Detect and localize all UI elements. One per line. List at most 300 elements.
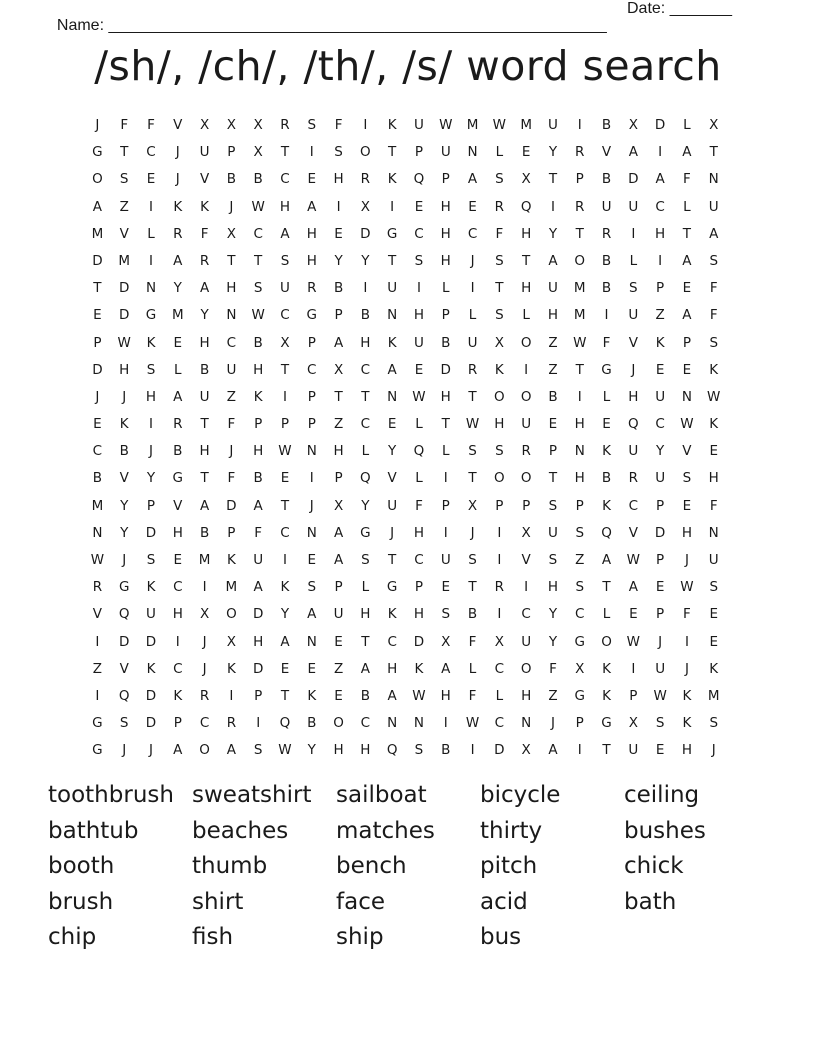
grid-letter: H — [440, 225, 451, 242]
grid-letter: K — [387, 117, 397, 133]
grid-letter: A — [253, 579, 263, 596]
grid-letter: L — [683, 117, 691, 133]
grid-letter: X — [199, 606, 210, 623]
grid-letter: O — [520, 470, 532, 487]
grid-letter: R — [92, 579, 103, 596]
grid-letter: Z — [548, 687, 558, 704]
grid-letter: E — [414, 198, 424, 215]
grid-letter: P — [227, 524, 236, 541]
grid-letter: T — [495, 280, 504, 297]
grid-letter: H — [119, 361, 130, 378]
grid-letter: M — [171, 307, 184, 324]
grid-letter: D — [92, 361, 103, 378]
grid-letter: C — [253, 225, 263, 242]
grid-letter: H — [253, 361, 264, 378]
grid-letter: B — [173, 443, 183, 460]
grid-letter: H — [494, 416, 505, 433]
grid-letter: H — [413, 524, 425, 541]
grid-letter: I — [149, 198, 153, 215]
word-list-item: bench — [336, 853, 407, 879]
grid-letter: J — [684, 552, 689, 568]
grid-letter: U — [655, 388, 666, 405]
grid-letter: C — [199, 715, 210, 732]
grid-letter: K — [414, 660, 424, 677]
word-list-item: beaches — [192, 817, 289, 844]
grid-letter: C — [360, 416, 371, 433]
grid-letter: U — [548, 524, 558, 541]
date-field-label: Date: _______ — [627, 0, 732, 17]
grid-letter: I — [658, 144, 663, 161]
grid-letter: P — [254, 416, 263, 433]
grid-letter: N — [145, 280, 157, 297]
grid-letter: U — [628, 443, 639, 460]
grid-letter: C — [575, 606, 585, 623]
grid-letter: T — [93, 280, 102, 297]
grid-letter: E — [709, 606, 718, 623]
grid-letter: E — [709, 443, 718, 460]
grid-letter: G — [172, 470, 184, 487]
grid-letter: C — [414, 225, 424, 242]
grid-letter: B — [92, 470, 103, 487]
grid-letter: Z — [333, 416, 344, 433]
grid-letter: H — [440, 198, 451, 215]
grid-letter: G — [601, 361, 612, 378]
grid-letter: K — [146, 579, 156, 596]
grid-letter: A — [173, 252, 183, 269]
grid-letter: E — [334, 225, 343, 242]
grid-letter: T — [280, 497, 290, 514]
grid-letter: H — [199, 334, 210, 351]
grid-letter: A — [387, 687, 397, 704]
word-list-item: thirty — [480, 817, 543, 844]
grid-letter: T — [602, 579, 611, 596]
grid-letter: A — [280, 633, 290, 650]
grid-letter: F — [683, 171, 691, 188]
grid-letter: I — [497, 606, 502, 623]
grid-letter: J — [202, 633, 207, 650]
grid-letter: E — [280, 660, 290, 677]
grid-letter: S — [495, 443, 504, 460]
grid-letter: T — [280, 687, 290, 704]
grid-letter: M — [520, 117, 532, 133]
grid-letter: I — [550, 198, 555, 215]
grid-letter: E — [93, 307, 102, 324]
grid-letter: F — [709, 307, 718, 324]
grid-letter: O — [333, 715, 344, 732]
grid-letter: T — [575, 361, 584, 378]
grid-letter: C — [494, 660, 505, 677]
grid-letter: E — [307, 552, 317, 568]
grid-letter: F — [227, 416, 236, 433]
grid-letter: X — [253, 144, 263, 161]
grid-letter: L — [361, 579, 370, 596]
grid-letter: A — [307, 606, 317, 623]
grid-letter: J — [149, 443, 153, 460]
grid-letter: E — [709, 633, 718, 650]
grid-letter: Z — [575, 552, 585, 568]
grid-letter: A — [199, 497, 210, 514]
grid-letter: S — [468, 552, 477, 568]
grid-letter: H — [226, 280, 237, 297]
grid-letter: B — [253, 334, 263, 351]
grid-letter: L — [415, 470, 423, 487]
grid-letter: R — [226, 715, 237, 732]
grid-letter: Z — [92, 660, 103, 677]
grid-letter: N — [681, 388, 692, 405]
grid-letter: M — [225, 579, 238, 596]
grid-letter: W — [278, 443, 292, 460]
grid-letter: S — [414, 742, 424, 759]
grid-letter: W — [439, 117, 453, 133]
word-list-item: bath — [624, 888, 677, 915]
grid-letter: I — [95, 633, 100, 650]
word-list-item: fish — [192, 924, 234, 950]
grid-letter: K — [146, 334, 156, 351]
grid-letter: W — [492, 117, 507, 133]
grid-letter: C — [173, 579, 183, 596]
grid-letter: H — [360, 606, 371, 623]
grid-letter: P — [307, 334, 316, 351]
grid-letter: S — [709, 579, 719, 596]
grid-letter: U — [601, 198, 612, 215]
grid-letter: N — [226, 307, 237, 324]
grid-letter: S — [709, 334, 719, 351]
grid-letter: I — [631, 225, 636, 242]
grid-letter: J — [470, 252, 475, 269]
grid-letter: X — [253, 117, 263, 133]
grid-letter: Q — [279, 715, 291, 732]
grid-letter: H — [413, 606, 425, 623]
grid-letter: E — [655, 361, 665, 378]
grid-letter: T — [361, 633, 370, 650]
grid-letter: B — [226, 171, 237, 188]
grid-letter: Q — [118, 606, 130, 623]
grid-letter: R — [173, 416, 183, 433]
grid-letter: P — [548, 443, 558, 460]
grid-letter: V — [601, 144, 612, 161]
grid-letter: T — [388, 552, 397, 568]
word-list-item: brush — [48, 888, 114, 915]
grid-letter: J — [309, 497, 314, 514]
word-list-item: sailboat — [336, 782, 427, 808]
grid-letter: L — [415, 416, 423, 433]
grid-letter: A — [199, 280, 210, 297]
grid-letter: H — [547, 579, 559, 596]
grid-letter: O — [520, 660, 532, 677]
grid-letter: N — [413, 715, 425, 732]
grid-letter: J — [149, 742, 153, 759]
grid-letter: J — [229, 443, 234, 460]
grid-letter: Y — [334, 252, 343, 269]
word-list-item: bathtub — [48, 817, 139, 844]
grid-letter: C — [655, 416, 665, 433]
grid-letter: O — [601, 633, 612, 650]
grid-letter: P — [575, 171, 584, 188]
grid-letter: I — [95, 687, 100, 704]
grid-letter: D — [145, 633, 157, 650]
grid-letter: A — [333, 524, 344, 541]
grid-letter: P — [414, 144, 424, 161]
grid-letter: U — [146, 606, 156, 623]
grid-letter: B — [360, 307, 370, 324]
grid-letter: S — [146, 552, 156, 568]
grid-letter: P — [441, 307, 450, 324]
grid-letter: G — [118, 579, 130, 596]
grid-letter: O — [494, 470, 505, 487]
grid-letter: Y — [200, 307, 209, 324]
grid-letter: A — [226, 742, 236, 759]
grid-letter: D — [118, 280, 130, 297]
grid-letter: A — [601, 552, 612, 568]
grid-letter: A — [360, 660, 370, 677]
word-list-item: chick — [624, 853, 684, 879]
grid-letter: X — [628, 715, 638, 732]
grid-letter: N — [708, 524, 719, 541]
grid-letter: C — [226, 334, 237, 351]
grid-letter: U — [628, 198, 639, 215]
grid-letter: S — [414, 252, 424, 269]
grid-letter: H — [306, 252, 317, 269]
grid-letter: K — [494, 361, 504, 378]
grid-letter: H — [279, 198, 291, 215]
grid-letter: M — [91, 225, 104, 242]
grid-letter: K — [173, 687, 183, 704]
grid-letter: C — [92, 443, 103, 460]
grid-letter: W — [251, 198, 265, 215]
grid-letter: K — [602, 687, 611, 704]
grid-letter: B — [441, 334, 451, 351]
grid-letter: I — [309, 470, 314, 487]
grid-letter: G — [601, 715, 612, 732]
grid-letter: D — [92, 252, 103, 269]
grid-letter: K — [280, 579, 290, 596]
grid-letter: U — [548, 117, 558, 133]
grid-letter: L — [602, 388, 611, 405]
grid-letter: H — [574, 470, 585, 487]
grid-letter: F — [495, 225, 504, 242]
grid-letter: W — [626, 633, 641, 650]
grid-letter: J — [631, 361, 636, 378]
grid-letter: X — [441, 633, 451, 650]
grid-letter: Y — [120, 524, 129, 541]
grid-letter: S — [709, 252, 719, 269]
grid-letter: E — [173, 552, 183, 568]
grid-letter: H — [521, 225, 532, 242]
grid-letter: U — [387, 280, 398, 297]
grid-letter: V — [628, 334, 638, 351]
grid-letter: S — [253, 742, 263, 759]
grid-letter: G — [92, 742, 103, 759]
word-list-item: ship — [336, 924, 384, 950]
grid-letter: I — [524, 579, 529, 596]
grid-letter: I — [497, 524, 502, 541]
grid-letter: T — [361, 388, 370, 405]
grid-letter: W — [465, 416, 480, 433]
grid-letter: Z — [548, 361, 558, 378]
grid-letter: I — [363, 280, 368, 297]
grid-letter: H — [547, 307, 559, 324]
grid-letter: Q — [520, 198, 532, 215]
grid-letter: E — [441, 579, 451, 596]
grid-letter: J — [470, 524, 475, 541]
grid-letter: H — [172, 524, 183, 541]
grid-letter: C — [414, 552, 424, 568]
grid-letter: P — [307, 388, 316, 405]
grid-letter: K — [253, 388, 263, 405]
grid-letter: E — [307, 660, 317, 677]
grid-letter: Y — [548, 225, 558, 242]
grid-letter: G — [574, 687, 585, 704]
grid-letter: H — [708, 470, 719, 487]
grid-letter: D — [118, 307, 130, 324]
grid-letter: A — [441, 660, 451, 677]
letter-grid — [84, 112, 727, 765]
grid-letter: I — [524, 361, 529, 378]
grid-letter: U — [280, 280, 290, 297]
grid-letter: V — [387, 470, 397, 487]
grid-letter: H — [413, 307, 425, 324]
grid-letter: B — [307, 715, 317, 732]
grid-letter: G — [574, 633, 585, 650]
grid-letter: Z — [655, 307, 665, 324]
grid-letter: B — [601, 117, 612, 133]
grid-letter: E — [173, 334, 183, 351]
grid-letter: D — [413, 633, 425, 650]
grid-letter: T — [548, 171, 558, 188]
grid-letter: W — [412, 687, 426, 704]
grid-letter: J — [390, 524, 395, 541]
grid-letter: M — [573, 280, 586, 297]
grid-letter: N — [306, 524, 317, 541]
grid-letter: W — [573, 334, 587, 351]
grid-letter: K — [119, 416, 129, 433]
grid-letter: T — [200, 470, 209, 487]
grid-letter: P — [656, 497, 665, 514]
grid-letter: X — [333, 497, 344, 514]
grid-letter: A — [253, 497, 263, 514]
grid-letter: S — [495, 252, 504, 269]
grid-letter: I — [684, 633, 689, 650]
grid-letter: R — [494, 579, 505, 596]
grid-letter: X — [575, 660, 585, 677]
grid-letter: V — [199, 171, 210, 188]
grid-letter: D — [145, 687, 157, 704]
grid-letter: A — [173, 742, 183, 759]
grid-letter: J — [175, 144, 180, 161]
grid-letter: I — [390, 198, 395, 215]
grid-letter: T — [575, 225, 584, 242]
grid-letter: T — [709, 144, 718, 161]
grid-letter: O — [199, 742, 210, 759]
grid-letter: I — [336, 198, 341, 215]
grid-letter: N — [467, 144, 478, 161]
grid-letter: U — [199, 144, 210, 161]
grid-letter: L — [495, 144, 504, 161]
grid-letter: C — [280, 171, 290, 188]
grid-letter: W — [117, 334, 131, 351]
grid-letter: X — [521, 171, 531, 188]
grid-letter: F — [334, 117, 343, 133]
grid-letter: C — [655, 198, 665, 215]
grid-letter: H — [628, 388, 639, 405]
grid-letter: X — [226, 117, 236, 133]
grid-letter: E — [387, 416, 397, 433]
grid-letter: N — [521, 715, 532, 732]
grid-letter: D — [252, 606, 264, 623]
grid-letter: A — [709, 225, 719, 242]
grid-letter: B — [601, 171, 612, 188]
grid-letter: N — [306, 633, 317, 650]
grid-letter: P — [334, 579, 343, 596]
grid-letter: J — [229, 198, 234, 215]
word-list-item: shirt — [192, 888, 244, 915]
grid-letter: Q — [118, 687, 130, 704]
grid-letter: X — [628, 117, 638, 133]
grid-letter: S — [629, 280, 638, 297]
grid-letter: J — [658, 633, 663, 650]
grid-letter: S — [575, 524, 585, 541]
grid-letter: Q — [413, 171, 425, 188]
word-list-item: bushes — [624, 817, 706, 844]
grid-letter: U — [333, 606, 344, 623]
grid-letter: A — [655, 171, 665, 188]
grid-letter: G — [386, 579, 398, 596]
grid-letter: S — [361, 552, 370, 568]
grid-letter: B — [360, 687, 370, 704]
grid-letter: H — [360, 742, 371, 759]
grid-letter: S — [655, 715, 665, 732]
grid-letter: I — [577, 388, 582, 405]
grid-letter: H — [387, 660, 398, 677]
grid-letter: A — [682, 252, 692, 269]
word-list-item: ceiling — [624, 782, 700, 808]
grid-letter: I — [577, 117, 582, 133]
grid-letter: P — [495, 497, 504, 514]
grid-letter: T — [441, 416, 450, 433]
grid-letter: D — [654, 524, 666, 541]
grid-letter: G — [145, 307, 157, 324]
grid-letter: B — [601, 470, 612, 487]
grid-letter: J — [122, 552, 127, 568]
grid-letter: M — [573, 307, 586, 324]
grid-letter: E — [655, 742, 665, 759]
grid-letter: M — [198, 552, 211, 568]
grid-letter: S — [468, 443, 477, 460]
grid-letter: U — [467, 334, 478, 351]
grid-letter: H — [521, 280, 532, 297]
grid-letter: Y — [280, 606, 290, 623]
grid-letter: B — [253, 171, 263, 188]
grid-letter: J — [95, 117, 100, 133]
grid-letter: P — [254, 687, 263, 704]
grid-letter: E — [307, 171, 317, 188]
grid-letter: K — [173, 198, 183, 215]
grid-letter: X — [199, 117, 210, 133]
grid-letter: H — [253, 633, 264, 650]
grid-letter: B — [601, 252, 612, 269]
grid-letter: V — [682, 443, 692, 460]
grid-letter: B — [199, 524, 210, 541]
grid-letter: E — [521, 144, 531, 161]
grid-letter: X — [467, 497, 478, 514]
grid-letter: E — [655, 579, 665, 596]
grid-letter: W — [707, 388, 721, 405]
grid-letter: H — [681, 742, 692, 759]
grid-letter: C — [628, 497, 639, 514]
grid-letter: S — [548, 552, 558, 568]
grid-letter: K — [307, 687, 317, 704]
grid-letter: D — [226, 497, 237, 514]
